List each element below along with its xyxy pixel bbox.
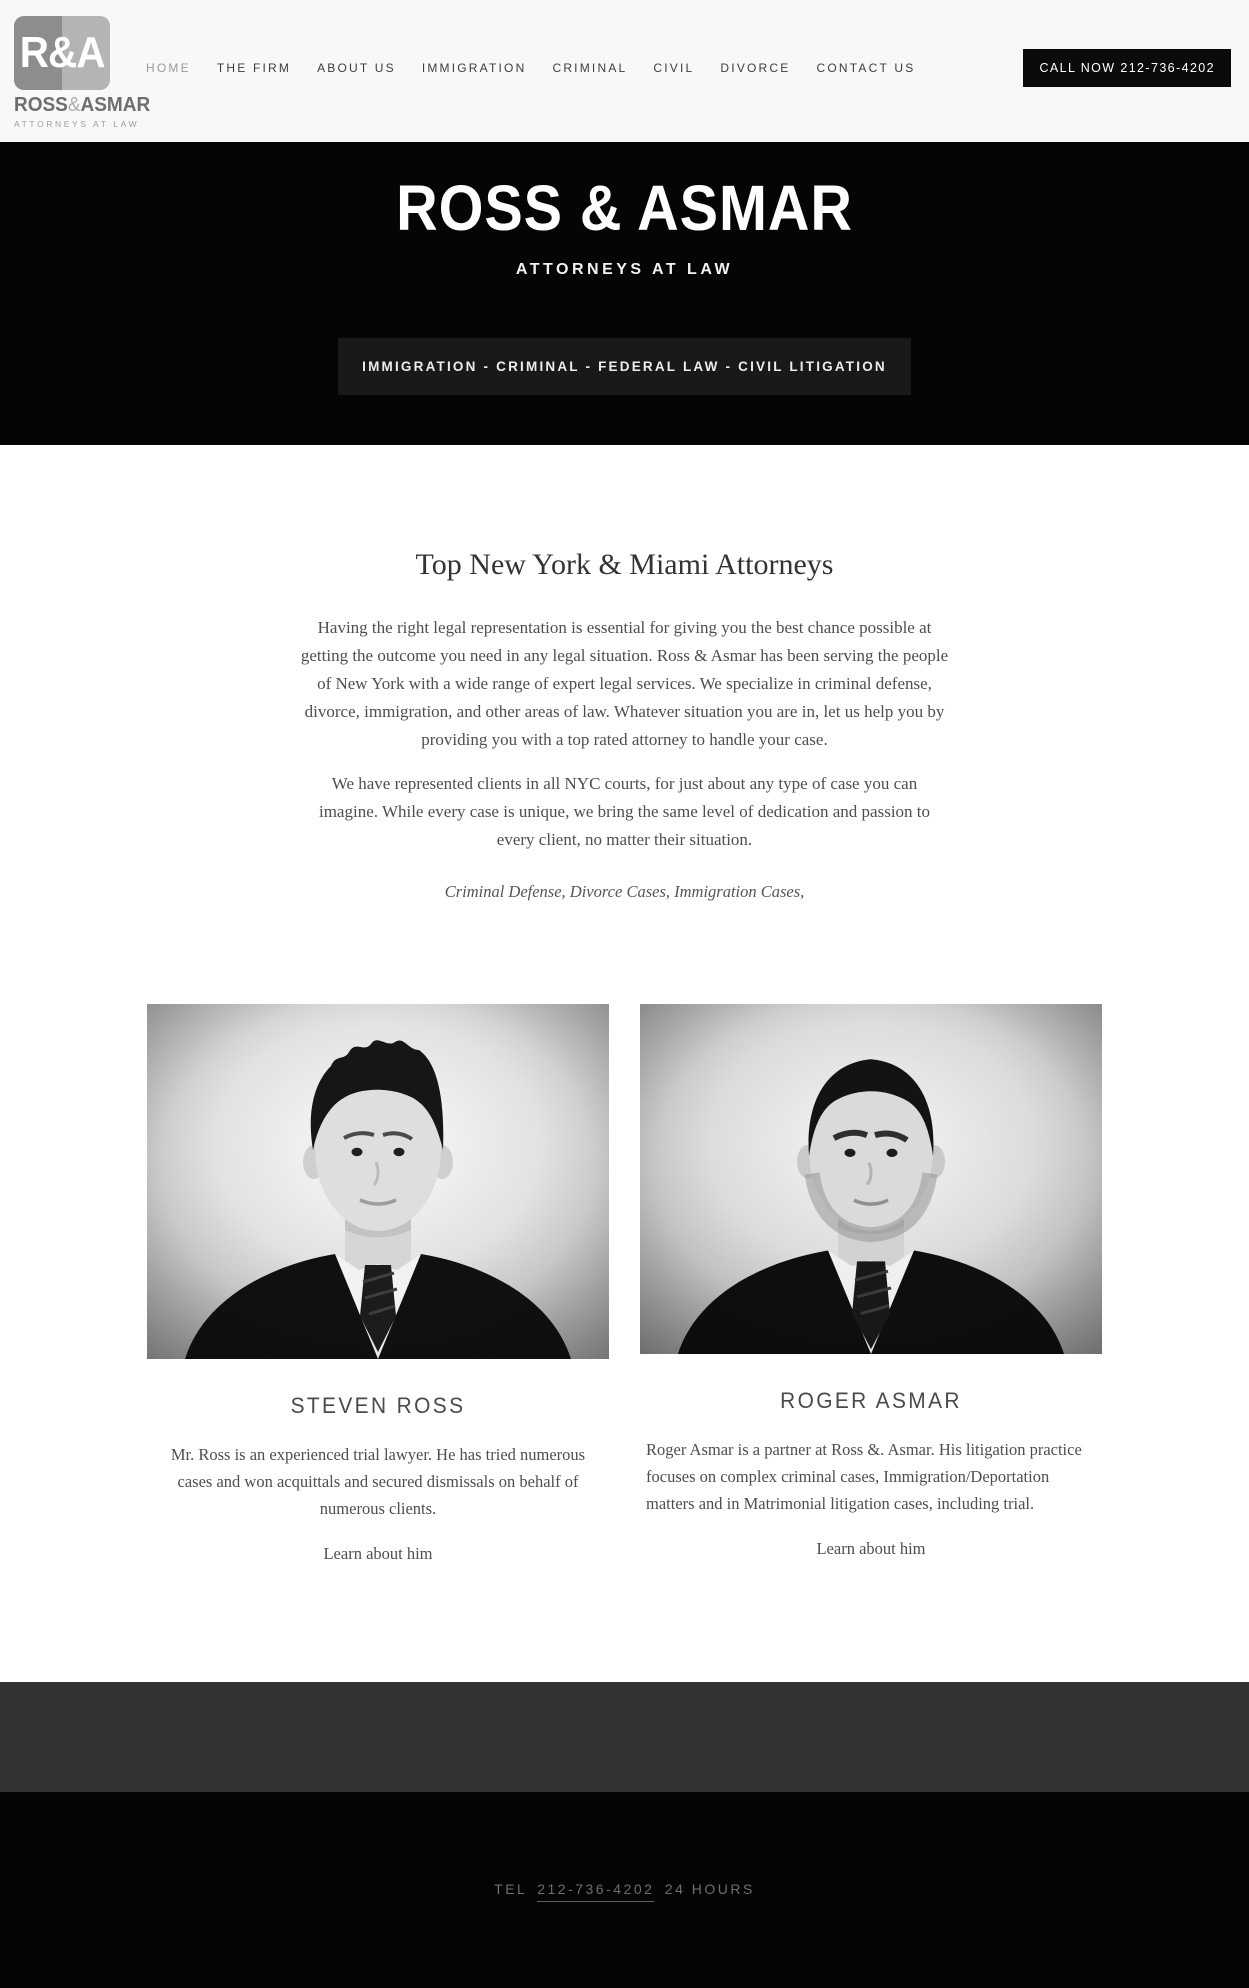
roger-asmar-photo (640, 1004, 1102, 1354)
attorney-bio-roger-asmar: Roger Asmar is a partner at Ross &. Asmar. His litigation practice focuses on complex criminal cases, Immigration/Deportation matters and in Matrimonial litigation cases, including trial. (646, 1440, 1082, 1513)
main-nav (146, 61, 915, 75)
footer-contact-line (0, 1880, 1249, 1898)
attorney-bio-steven-ross: Mr. Ross is an experienced trial lawyer. He has tried numerous cases and won acquittals and secured dismissals on behalf of numerous clients. (170, 1445, 586, 1518)
intro-section (0, 445, 1249, 904)
footer-hours: 24 HOURS (664, 1881, 755, 1897)
learn-about-roger-asmar-link[interactable]: Learn about him (816, 1539, 926, 1558)
intro-paragraph-1: Having the right legal representation is essential for giving you the best chance possible at getting the outcome you need in any legal situation. Ross & Asmar has been serving the people of New York with a wide range of expert legal services. We specialize in criminal defense, divorce, immigration, and other areas of law. Whatever situation you are in, let us help you by providing you with a top rated attorney to handle your case. (300, 618, 949, 749)
practice-areas-banner: IMMIGRATION - CRIMINAL - FEDERAL LAW - CIVIL LITIGATION (338, 338, 911, 395)
logo-tagline: ATTORNEYS AT LAW (14, 118, 140, 129)
nav-item-criminal[interactable]: CRIMINAL (552, 61, 628, 75)
nav-item-home[interactable]: HOME (146, 61, 191, 75)
hero-section (0, 142, 1249, 445)
site-footer (0, 1792, 1249, 1988)
logo-name-amp: & (67, 93, 81, 116)
attorneys-section (147, 1004, 1102, 1567)
logo-name-asmar: ASMAR (80, 93, 151, 116)
footer-phone-link[interactable]: 212-736-4202 (537, 1881, 654, 1902)
footer-tel-label: TEL (494, 1881, 527, 1897)
nav-item-about-us[interactable]: ABOUT US (317, 61, 396, 75)
nav-item-immigration[interactable]: IMMIGRATION (421, 61, 527, 75)
main-section (0, 445, 1249, 1682)
footer-upper-band (0, 1682, 1249, 1792)
attorney-card-steven-ross (147, 1004, 609, 1567)
nav-item-divorce[interactable]: DIVORCE (720, 61, 791, 75)
attorney-name-steven-ross: STEVEN ROSS (290, 1393, 466, 1418)
steven-ross-photo (147, 1004, 609, 1359)
logo-monogram-badge (14, 16, 110, 90)
nav-item-civil[interactable]: CIVIL (653, 61, 695, 75)
site-header (0, 0, 1249, 142)
logo[interactable] (14, 16, 151, 129)
practice-tagline: Criminal Defense, Divorce Cases, Immigration Cases, (444, 882, 805, 901)
logo-monogram: R&A (19, 27, 105, 77)
intro-heading: Top New York & Miami Attorneys (415, 548, 834, 581)
learn-about-steven-ross-link[interactable]: Learn about him (323, 1544, 433, 1563)
intro-paragraph-2: We have represented clients in all NYC courts, for just about any type of case you can imagine. While every case is unique, we bring the same level of dedication and passion to every client, no matter their situation. (318, 774, 931, 849)
logo-name (14, 95, 150, 115)
hero-title: ROSS & ASMAR (396, 172, 853, 244)
call-now-button[interactable]: CALL NOW 212-736-4202 (1023, 49, 1231, 87)
nav-item-contact-us[interactable]: CONTACT US (816, 61, 916, 75)
attorney-name-roger-asmar: ROGER ASMAR (780, 1388, 962, 1413)
hero-subtitle: ATTORNEYS AT LAW (515, 261, 734, 278)
attorney-card-roger-asmar (640, 1004, 1102, 1567)
nav-item-the-firm[interactable]: THE FIRM (216, 61, 292, 75)
logo-name-ross: ROSS (14, 93, 68, 116)
